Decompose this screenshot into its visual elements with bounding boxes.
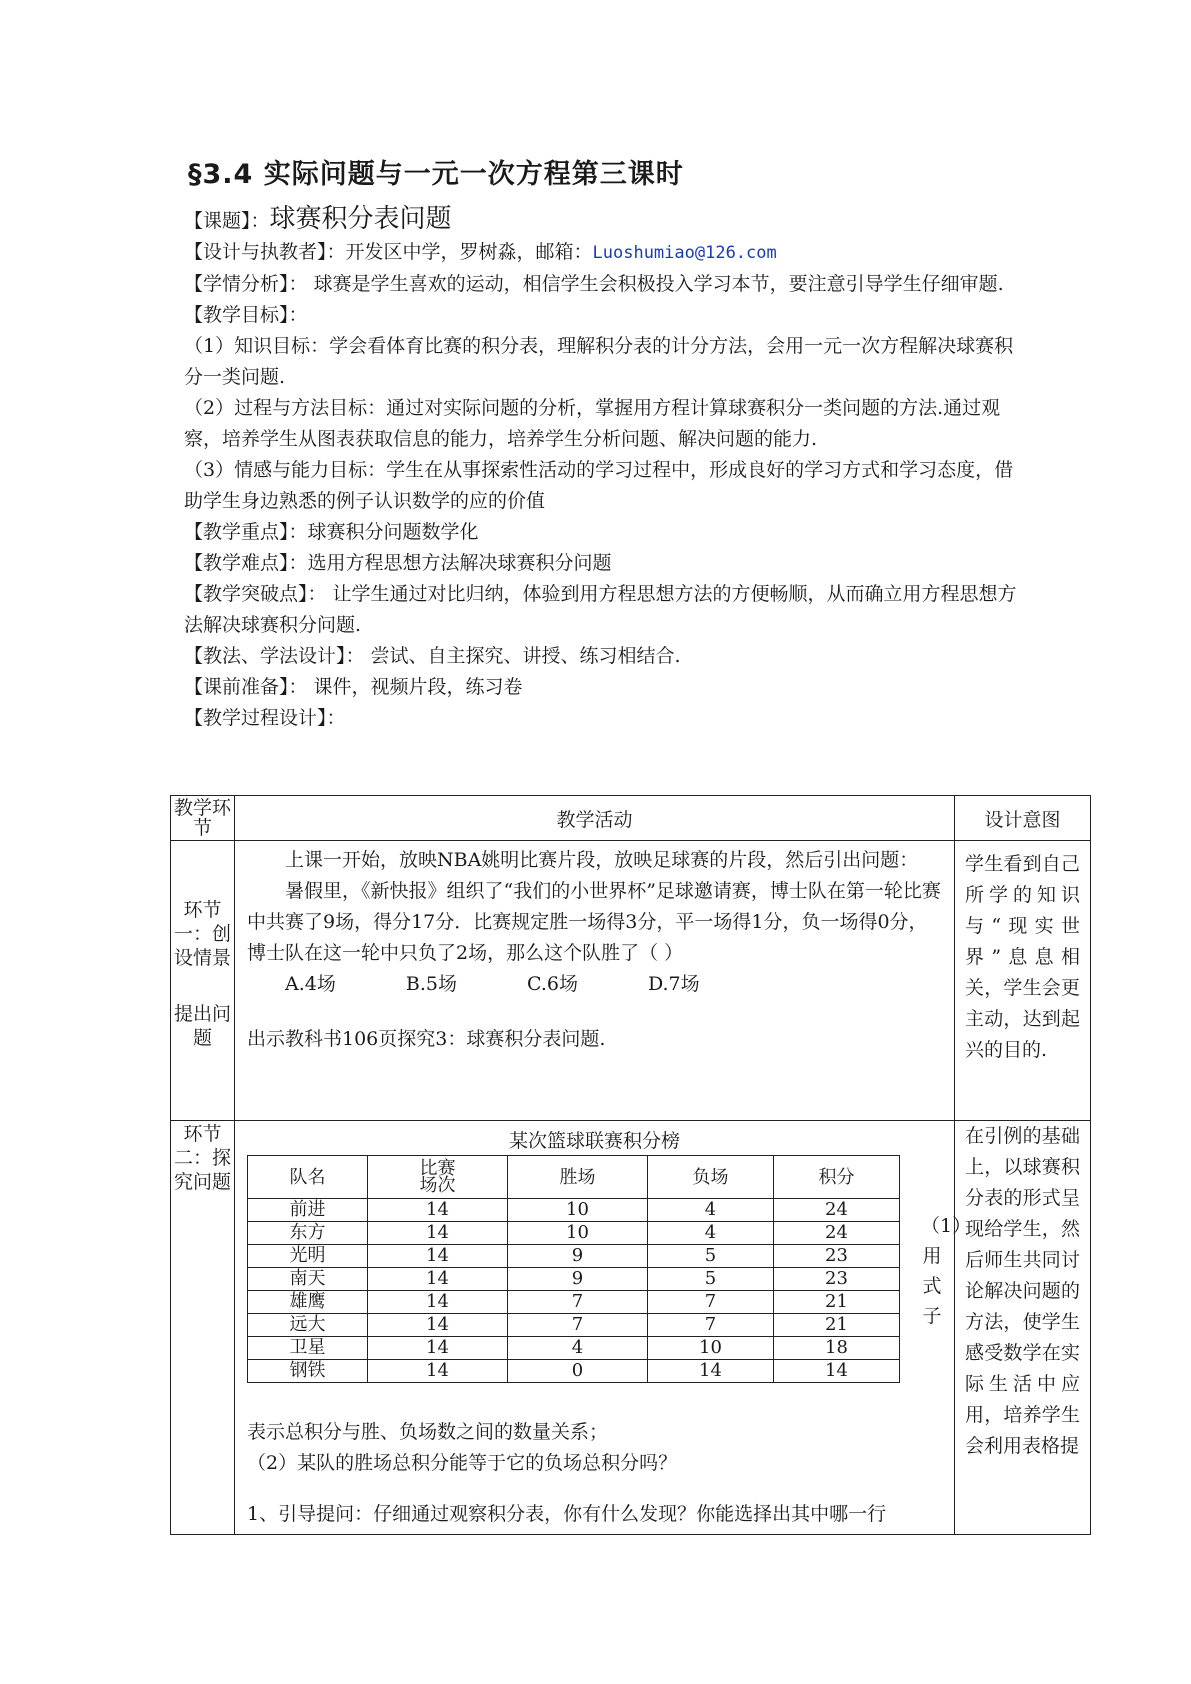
- wins-cell: 0: [508, 1360, 648, 1383]
- games-cell: 14: [368, 1268, 508, 1291]
- breakthrough: 【教学突破点】： 让学生通过对比归纳，体验到用方程思想方法的方便畅顺，从而确立用方程思想方法解决球赛积分问题.: [184, 583, 1017, 636]
- table-row: [248, 1268, 900, 1291]
- points-cell: 23: [774, 1245, 900, 1268]
- losses-cell: 4: [648, 1222, 774, 1245]
- losses-cell: 7: [648, 1291, 774, 1314]
- answer-options: [247, 969, 944, 1000]
- points-cell: 18: [774, 1337, 900, 1360]
- games-cell: 14: [368, 1245, 508, 1268]
- activity-two-questions: [235, 1417, 954, 1530]
- losses-cell: 5: [648, 1268, 774, 1291]
- score-header-wins: 胜场: [508, 1156, 648, 1199]
- analysis-label: 【学情分析】：: [184, 273, 308, 295]
- stage-one-label: 环节一：创设情景: [173, 899, 231, 969]
- games-cell: 14: [368, 1199, 508, 1222]
- goals-label: 【教学目标】：: [184, 304, 308, 326]
- activity-textbook: 出示教科书106页探究3：球赛积分表问题.: [247, 1028, 606, 1050]
- analysis-line: [184, 269, 1024, 300]
- option-d: D.7场: [647, 973, 700, 995]
- losses-cell: 7: [648, 1314, 774, 1337]
- games-cell: 14: [368, 1222, 508, 1245]
- losses-cell: 10: [648, 1337, 774, 1360]
- losses-cell: 4: [648, 1199, 774, 1222]
- points-cell: 24: [774, 1199, 900, 1222]
- question-one-rest: 表示总积分与胜、负场数之间的数量关系；: [247, 1421, 609, 1443]
- header-intent: 设计意图: [955, 796, 1091, 841]
- games-cell: 14: [368, 1337, 508, 1360]
- option-b: B.5场: [405, 973, 457, 995]
- wins-cell: 7: [508, 1291, 648, 1314]
- lesson-meta: [184, 204, 1024, 734]
- header-activity: 教学活动: [235, 796, 955, 841]
- wins-cell: 7: [508, 1314, 648, 1337]
- table-row: [248, 1199, 900, 1222]
- table-row: [248, 1314, 900, 1337]
- stage-one-sublabel: 提出问题: [173, 1003, 231, 1049]
- activity-problem: 暑假里，《新快报》组织了“我们的小世界杯”足球邀请赛，博士队在第一轮比赛中共赛了9场，得分17分．比赛规定胜一场得3分，平一场得1分，负一场得0分，博士队在这一轮中只负了2场，那么这个队胜了（ ）: [247, 880, 941, 964]
- points-cell: 23: [774, 1268, 900, 1291]
- team-name: 钢铁: [248, 1360, 368, 1383]
- goal-emotion: （3）情感与能力目标：学生在从事探索性活动的学习过程中，形成良好的学习方式和学习态度，借助学生身边熟悉的例子认识数学的应的价值: [184, 459, 1014, 512]
- question-one-side-text: （1）用式子: [921, 1215, 972, 1327]
- score-header-team: 队名: [248, 1156, 368, 1199]
- topic-label: 【课题】：: [184, 210, 270, 232]
- points-cell: 14: [774, 1360, 900, 1383]
- losses-cell: 5: [648, 1245, 774, 1268]
- activity-two: [235, 1121, 972, 1535]
- process-table: [170, 795, 1091, 1535]
- team-name: 雄鹰: [248, 1291, 368, 1314]
- preparation: 【课前准备】： 课件，视频片段，练习卷: [184, 676, 523, 698]
- team-name: 光明: [248, 1245, 368, 1268]
- topic-line: [184, 204, 1024, 237]
- score-table-title: 某次篮球联赛积分榜: [508, 1130, 680, 1152]
- option-c: C.6场: [526, 973, 578, 995]
- designer-line: [184, 237, 1024, 269]
- wins-cell: 9: [508, 1268, 648, 1291]
- table-row: [248, 1360, 900, 1383]
- losses-cell: 14: [648, 1360, 774, 1383]
- table-row: [248, 1245, 900, 1268]
- topic-value: 球赛积分表问题: [269, 204, 452, 234]
- intent-one: 学生看到自己所学的知识与“现实世界”息息相关，学生会更主动，达到起兴的目的.: [955, 841, 1091, 1121]
- intent-two: 在引例的基础上，以球赛积分表的形式呈现给学生，然后师生共同讨论解决问题的方法，使学生感受数学在实际生活中应用，培养学生会利用表格提: [955, 1121, 1091, 1535]
- process-label: 【教学过程设计】：: [184, 707, 346, 729]
- method: 【教法、学法设计】： 尝试、自主探究、讲授、练习相结合.: [184, 645, 681, 667]
- table-row: [248, 1337, 900, 1360]
- team-name: 南天: [248, 1268, 368, 1291]
- score-header-games-text: 比赛场次: [419, 1158, 456, 1196]
- wins-cell: 9: [508, 1245, 648, 1268]
- stage-two-label: 环节二：探究问题: [173, 1123, 231, 1193]
- table-header-row: [171, 796, 1091, 841]
- points-cell: 21: [774, 1291, 900, 1314]
- games-cell: 14: [368, 1360, 508, 1383]
- stage-one: [171, 841, 235, 1121]
- email-link[interactable]: Luoshumiao@126.com: [592, 243, 777, 263]
- table-row: [171, 1121, 1091, 1535]
- analysis-text: 球赛是学生喜欢的运动，相信学生会积极投入学习本节，要注意引导学生仔细审题.: [313, 273, 1004, 295]
- wins-cell: 4: [508, 1337, 648, 1360]
- goal-knowledge: （1）知识目标：学会看体育比赛的积分表，理解积分表的计分方法，会用一元一次方程解决球赛积分一类问题.: [184, 335, 1014, 388]
- wins-cell: 10: [508, 1222, 648, 1245]
- option-a: A.4场: [285, 973, 336, 995]
- score-header-games: [368, 1156, 508, 1199]
- header-stage: 教学环节: [171, 796, 235, 841]
- stage-two: [171, 1121, 235, 1535]
- score-header-row: [248, 1156, 900, 1199]
- score-header-points: 积分: [774, 1156, 900, 1199]
- wins-cell: 10: [508, 1199, 648, 1222]
- table-row: [248, 1291, 900, 1314]
- activity-intro: 上课一开始，放映NBA姚明比赛片段，放映足球赛的片段，然后引出问题：: [285, 849, 919, 871]
- team-name: 前进: [248, 1199, 368, 1222]
- table-row: [171, 841, 1091, 1121]
- points-cell: 21: [774, 1314, 900, 1337]
- score-table: [247, 1155, 900, 1383]
- points-cell: 24: [774, 1222, 900, 1245]
- team-name: 东方: [248, 1222, 368, 1245]
- games-cell: 14: [368, 1291, 508, 1314]
- games-cell: 14: [368, 1314, 508, 1337]
- activity-one: [235, 841, 955, 1121]
- difficulty: 【教学难点】：选用方程思想方法解决球赛积分问题: [184, 552, 612, 574]
- guide-question: 1、引导提问：仔细通过观察积分表，你有什么发现？你能选择出其中哪一行: [247, 1503, 887, 1525]
- designer-label: 【设计与执教者】：开发区中学，罗树淼，邮箱：: [184, 241, 593, 263]
- key-point: 【教学重点】：球赛积分问题数学化: [184, 521, 479, 543]
- page-title: §3.4 实际问题与一元一次方程第三课时: [188, 159, 684, 190]
- question-two: （2）某队的胜场总积分能等于它的负场总积分吗？: [247, 1452, 678, 1474]
- score-table-wrap: [235, 1155, 972, 1425]
- goal-process: （2）过程与方法目标：通过对实际问题的分析，掌握用方程计算球赛积分一类问题的方法.通过观察，培养学生从图表获取信息的能力，培养学生分析问题、解决问题的能力.: [184, 397, 1001, 450]
- team-name: 卫星: [248, 1337, 368, 1360]
- table-row: [248, 1222, 900, 1245]
- team-name: 远大: [248, 1314, 368, 1337]
- score-header-losses: 负场: [648, 1156, 774, 1199]
